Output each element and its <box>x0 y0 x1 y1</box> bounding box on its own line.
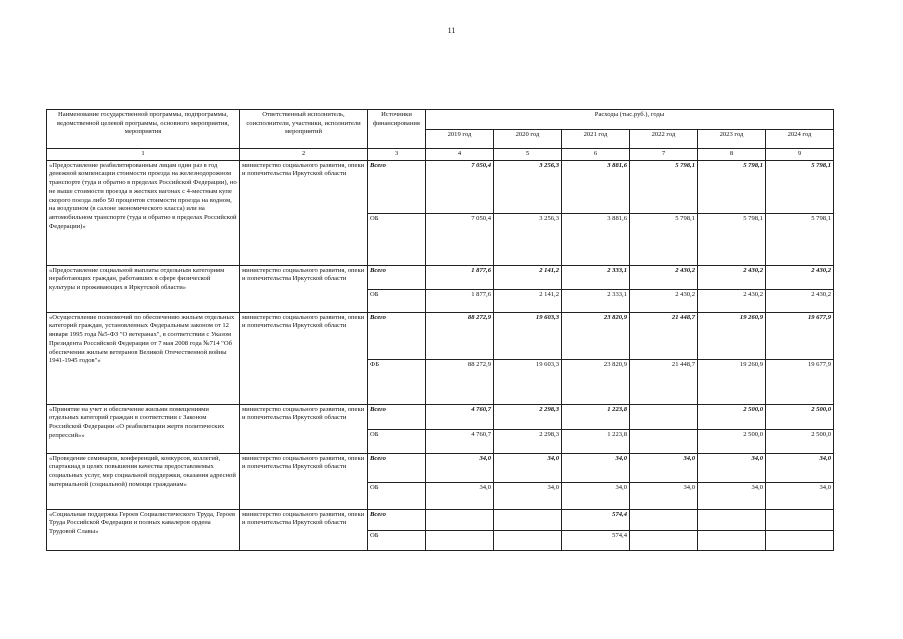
responsible-executor: министерство социального развития, опеки и попечительства Иркутской области <box>240 509 368 550</box>
source-value: 34,0 <box>698 482 766 509</box>
source-value: 1 223,8 <box>562 429 630 453</box>
total-value: 1 877,6 <box>426 265 494 289</box>
source-total-label: Всего <box>368 509 426 530</box>
source-total-label: Всего <box>368 404 426 429</box>
source-value: 5 798,1 <box>698 213 766 265</box>
source-value: 88 272,9 <box>426 359 494 404</box>
source-label: ОБ <box>368 289 426 312</box>
header-year: 2020 год <box>494 130 562 149</box>
column-number: 7 <box>630 149 698 161</box>
source-value: 19 603,3 <box>494 359 562 404</box>
source-value: 5 798,1 <box>766 213 834 265</box>
total-value: 2 500,0 <box>698 404 766 429</box>
total-value: 4 760,7 <box>426 404 494 429</box>
total-value: 1 223,8 <box>562 404 630 429</box>
total-value: 19 603,3 <box>494 312 562 359</box>
responsible-executor: министерство социального развития, опеки и попечительства Иркутской области <box>240 404 368 453</box>
total-value: 34,0 <box>426 453 494 482</box>
total-value: 5 798,1 <box>698 160 766 213</box>
total-value: 19 677,9 <box>766 312 834 359</box>
total-value <box>698 509 766 530</box>
source-label: ОБ <box>368 530 426 550</box>
total-value: 2 333,1 <box>562 265 630 289</box>
header-executor: Ответственный исполнитель, соисполнители, участники, исполнители мероприятий <box>240 110 368 149</box>
source-value: 574,4 <box>562 530 630 550</box>
measure-name: «Предоставление реабилитированным лицам один раз в год денежной компенсации стоимости проезда на железнодорожном транспорте (туда и обратно в пределах Российской Федерации), но не выше стоимости проезда в жестких вагонах с 4-местным купе скорого поезда либо 50 процентов стоимости проезда на водном, на воздушном (в салоне экономического класса) или на автомобильном транспорте (туда и обратно в пределах Российской Федерации)» <box>47 160 240 265</box>
total-value <box>630 509 698 530</box>
total-value: 34,0 <box>494 453 562 482</box>
expenses-table <box>46 109 834 551</box>
responsible-executor: министерство социального развития, опеки и попечительства Иркутской области <box>240 312 368 404</box>
header-name: Наименование государственной программы, подпрограммы, ведомственной целевой программы, основного мероприятия, мероприятия <box>47 110 240 149</box>
column-number: 4 <box>426 149 494 161</box>
total-value <box>766 509 834 530</box>
source-value <box>426 530 494 550</box>
total-value <box>426 509 494 530</box>
column-number: 1 <box>47 149 240 161</box>
total-value: 34,0 <box>630 453 698 482</box>
total-value: 88 272,9 <box>426 312 494 359</box>
source-label: ОБ <box>368 429 426 453</box>
table-row <box>47 160 834 213</box>
responsible-executor: министерство социального развития, опеки и попечительства Иркутской области <box>240 160 368 265</box>
source-value: 2 430,2 <box>766 289 834 312</box>
column-number: 9 <box>766 149 834 161</box>
source-value: 2 430,2 <box>698 289 766 312</box>
total-value: 21 448,7 <box>630 312 698 359</box>
source-label: ОБ <box>368 482 426 509</box>
total-value: 19 260,9 <box>698 312 766 359</box>
source-value: 3 256,3 <box>494 213 562 265</box>
source-value: 2 500,0 <box>698 429 766 453</box>
responsible-executor: министерство социального развития, опеки и попечительства Иркутской области <box>240 453 368 509</box>
source-value <box>698 530 766 550</box>
table-row <box>47 312 834 359</box>
measure-name: «Социальная поддержка Героев Социалистического Труда, Героев Труда Российской Федерации и полных кавалеров ордена Трудовой Славы» <box>47 509 240 550</box>
source-value <box>630 429 698 453</box>
source-total-label: Всего <box>368 453 426 482</box>
source-value: 1 877,6 <box>426 289 494 312</box>
table-row <box>47 265 834 289</box>
header-year: 2019 год <box>426 130 494 149</box>
total-value: 34,0 <box>766 453 834 482</box>
measure-name: «Принятие на учет и обеспечение жильми помещениями отдельных категорий граждан в соответствии с Законом Российской Федерации «О реабилитации жертв политических репрессий»» <box>47 404 240 453</box>
total-value: 7 050,4 <box>426 160 494 213</box>
column-number: 3 <box>368 149 426 161</box>
source-total-label: Всего <box>368 160 426 213</box>
column-numbers-row <box>47 149 834 161</box>
measure-name: «Предоставление социальной выплаты отдельным категориям неработающих граждан, работавших в сфере физической культуры и проживающих в Иркутской области» <box>47 265 240 312</box>
table-row <box>47 453 834 482</box>
source-value: 23 820,9 <box>562 359 630 404</box>
header-year: 2023 год <box>698 130 766 149</box>
source-value <box>766 530 834 550</box>
column-number: 8 <box>698 149 766 161</box>
total-value: 574,4 <box>562 509 630 530</box>
source-value: 4 760,7 <box>426 429 494 453</box>
source-value: 2 333,1 <box>562 289 630 312</box>
source-label: ФБ <box>368 359 426 404</box>
column-number: 2 <box>240 149 368 161</box>
total-value: 2 500,0 <box>766 404 834 429</box>
responsible-executor: министерство социального развития, опеки и попечительства Иркутской области <box>240 265 368 312</box>
source-label: ОБ <box>368 213 426 265</box>
source-value: 34,0 <box>766 482 834 509</box>
total-value: 2 430,2 <box>630 265 698 289</box>
column-number: 5 <box>494 149 562 161</box>
measure-name: «Проведение семинаров, конференций, конкурсов, коллегий, спартакиад в целях повышения качества предоставляемых социальных услуг, мер социальной поддержки, оказания адресной материальной (социальной) помощи гражданам» <box>47 453 240 509</box>
total-value <box>494 509 562 530</box>
table-row <box>47 509 834 530</box>
source-value: 34,0 <box>630 482 698 509</box>
source-value: 19 260,9 <box>698 359 766 404</box>
header-source: Источники финансирования <box>368 110 426 149</box>
total-value: 3 881,6 <box>562 160 630 213</box>
page-number: 11 <box>447 26 456 35</box>
source-value: 19 677,9 <box>766 359 834 404</box>
source-total-label: Всего <box>368 265 426 289</box>
table-row <box>47 404 834 429</box>
total-value: 23 820,9 <box>562 312 630 359</box>
total-value: 34,0 <box>698 453 766 482</box>
measure-name: «Осуществление полномочий по обеспечению жильем отдельных категорий граждан, установленных Федеральным законом от 12 января 1995 года №5-ФЗ "О ветеранах", в соответствии с Указом Президента Российской Федерации от 7 мая 2008 года №714 "Об обеспечении жильем ветеранов Великой Отечественной войны 1941-1945 годов"» <box>47 312 240 404</box>
header-expenses: Расходы (тыс.руб.), годы <box>426 110 834 130</box>
source-value: 2 500,0 <box>766 429 834 453</box>
source-value: 34,0 <box>562 482 630 509</box>
header-year: 2022 год <box>630 130 698 149</box>
column-number: 6 <box>562 149 630 161</box>
total-value: 2 141,2 <box>494 265 562 289</box>
source-value: 7 050,4 <box>426 213 494 265</box>
total-value: 5 798,1 <box>630 160 698 213</box>
total-value <box>630 404 698 429</box>
source-value: 34,0 <box>426 482 494 509</box>
source-value: 3 881,6 <box>562 213 630 265</box>
header-year: 2021 год <box>562 130 630 149</box>
total-value: 5 798,1 <box>766 160 834 213</box>
total-value: 2 298,3 <box>494 404 562 429</box>
source-value: 21 448,7 <box>630 359 698 404</box>
total-value: 3 256,3 <box>494 160 562 213</box>
source-value: 2 430,2 <box>630 289 698 312</box>
source-value: 5 798,1 <box>630 213 698 265</box>
source-total-label: Всего <box>368 312 426 359</box>
header-year: 2024 год <box>766 130 834 149</box>
source-value <box>630 530 698 550</box>
total-value: 34,0 <box>562 453 630 482</box>
total-value: 2 430,2 <box>766 265 834 289</box>
total-value: 2 430,2 <box>698 265 766 289</box>
source-value: 2 298,3 <box>494 429 562 453</box>
source-value: 34,0 <box>494 482 562 509</box>
source-value: 2 141,2 <box>494 289 562 312</box>
source-value <box>494 530 562 550</box>
